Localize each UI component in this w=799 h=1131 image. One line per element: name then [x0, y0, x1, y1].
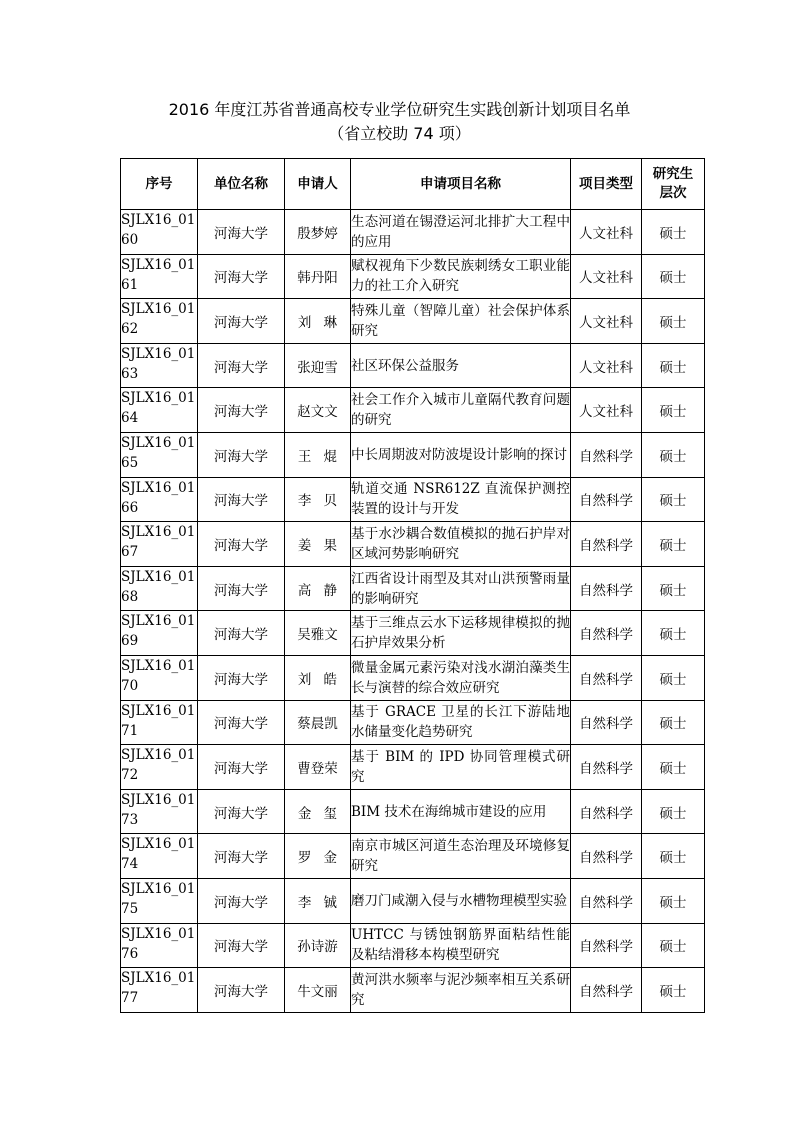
- cell-type: 自然科学: [571, 522, 642, 567]
- cell-type: 人文社科: [571, 254, 642, 299]
- cell-level: 硕士: [642, 968, 705, 1013]
- cell-level: 硕士: [642, 210, 705, 255]
- cell-no: SJLX16_0169: [121, 611, 198, 656]
- cell-no: SJLX16_0174: [121, 834, 198, 879]
- cell-no: SJLX16_0170: [121, 655, 198, 700]
- cell-unit: 河海大学: [198, 522, 285, 567]
- cell-no: SJLX16_0173: [121, 789, 198, 834]
- table-row: [121, 210, 705, 255]
- cell-unit: 河海大学: [198, 611, 285, 656]
- cell-project: 微量金属元素污染对浅水湖泊藻类生长与演替的综合效应研究: [351, 655, 571, 700]
- cell-project: 生态河道在锡澄运河北排扩大工程中的应用: [351, 210, 571, 255]
- cell-type: 自然科学: [571, 432, 642, 477]
- cell-project: 南京市城区河道生态治理及环境修复研究: [351, 834, 571, 879]
- cell-level: 硕士: [642, 522, 705, 567]
- cell-applicant: 吴雅文: [285, 611, 351, 656]
- cell-project: 磨刀门咸潮入侵与水槽物理模型实验: [351, 878, 571, 923]
- cell-applicant: 曹登荣: [285, 745, 351, 790]
- cell-project: UHTCC 与锈蚀钢筋界面粘结性能及粘结滑移本构模型研究: [351, 923, 571, 968]
- cell-type: 人文社科: [571, 210, 642, 255]
- cell-no: SJLX16_0172: [121, 745, 198, 790]
- project-list-table: [120, 158, 705, 1013]
- table-row: [121, 700, 705, 745]
- cell-type: 自然科学: [571, 700, 642, 745]
- header-applicant: 申请人: [285, 159, 351, 210]
- cell-applicant: 李铖: [285, 878, 351, 923]
- cell-applicant: 高静: [285, 566, 351, 611]
- cell-type: 人文社科: [571, 388, 642, 433]
- cell-applicant: 王焜: [285, 432, 351, 477]
- cell-applicant: 张迎雪: [285, 343, 351, 388]
- cell-no: SJLX16_0163: [121, 343, 198, 388]
- cell-type: 自然科学: [571, 923, 642, 968]
- cell-applicant: 金玺: [285, 789, 351, 834]
- cell-applicant: 刘皓: [285, 655, 351, 700]
- table-row: [121, 254, 705, 299]
- table-row: [121, 566, 705, 611]
- cell-applicant: 孙诗游: [285, 923, 351, 968]
- cell-unit: 河海大学: [198, 254, 285, 299]
- cell-type: 自然科学: [571, 968, 642, 1013]
- cell-level: 硕士: [642, 655, 705, 700]
- cell-project: 特殊儿童（智障儿童）社会保护体系研究: [351, 299, 571, 344]
- cell-no: SJLX16_0168: [121, 566, 198, 611]
- header-unit: 单位名称: [198, 159, 285, 210]
- cell-unit: 河海大学: [198, 210, 285, 255]
- cell-level: 硕士: [642, 477, 705, 522]
- cell-applicant: 殷梦婷: [285, 210, 351, 255]
- cell-project: 社区环保公益服务: [351, 343, 571, 388]
- cell-applicant: 韩丹阳: [285, 254, 351, 299]
- cell-level: 硕士: [642, 745, 705, 790]
- document-title: 2016 年度江苏省普通高校专业学位研究生实践创新计划项目名单: [168, 100, 631, 119]
- cell-project: 基于三维点云水下运移规律模拟的抛石护岸效果分析: [351, 611, 571, 656]
- cell-unit: 河海大学: [198, 789, 285, 834]
- cell-unit: 河海大学: [198, 477, 285, 522]
- cell-level: 硕士: [642, 343, 705, 388]
- cell-unit: 河海大学: [198, 878, 285, 923]
- cell-project: 基于 GRACE 卫星的长江下游陆地水储量变化趋势研究: [351, 700, 571, 745]
- cell-unit: 河海大学: [198, 343, 285, 388]
- cell-type: 自然科学: [571, 566, 642, 611]
- cell-applicant: 姜果: [285, 522, 351, 567]
- cell-unit: 河海大学: [198, 968, 285, 1013]
- cell-project: 赋权视角下少数民族刺绣女工职业能力的社工介入研究: [351, 254, 571, 299]
- table-row: [121, 745, 705, 790]
- cell-level: 硕士: [642, 254, 705, 299]
- cell-level: 硕士: [642, 923, 705, 968]
- table-body: [121, 210, 705, 1013]
- cell-type: 自然科学: [571, 745, 642, 790]
- header-level: [642, 159, 705, 210]
- table-row: [121, 388, 705, 433]
- cell-type: 人文社科: [571, 343, 642, 388]
- cell-level: 硕士: [642, 388, 705, 433]
- table-header: [121, 159, 705, 210]
- cell-project: 轨道交通 NSR612Z 直流保护测控装置的设计与开发: [351, 477, 571, 522]
- cell-no: SJLX16_0175: [121, 878, 198, 923]
- cell-applicant: 赵文文: [285, 388, 351, 433]
- cell-unit: 河海大学: [198, 388, 285, 433]
- cell-unit: 河海大学: [198, 834, 285, 879]
- cell-level: 硕士: [642, 700, 705, 745]
- cell-type: 自然科学: [571, 655, 642, 700]
- cell-level: 硕士: [642, 878, 705, 923]
- cell-no: SJLX16_0176: [121, 923, 198, 968]
- cell-level: 硕士: [642, 566, 705, 611]
- header-level-line2: 层次: [659, 185, 687, 201]
- table-row: [121, 923, 705, 968]
- cell-type: 自然科学: [571, 611, 642, 656]
- cell-type: 自然科学: [571, 789, 642, 834]
- cell-no: SJLX16_0162: [121, 299, 198, 344]
- header-level-line1: 研究生: [652, 166, 694, 182]
- cell-type: 自然科学: [571, 477, 642, 522]
- cell-unit: 河海大学: [198, 700, 285, 745]
- cell-no: SJLX16_0164: [121, 388, 198, 433]
- table-row: [121, 299, 705, 344]
- table-row: [121, 432, 705, 477]
- cell-applicant: 蔡晨凯: [285, 700, 351, 745]
- cell-applicant: 牛文丽: [285, 968, 351, 1013]
- cell-project: 黄河洪水频率与泥沙频率相互关系研究: [351, 968, 571, 1013]
- cell-no: SJLX16_0161: [121, 254, 198, 299]
- cell-unit: 河海大学: [198, 655, 285, 700]
- cell-project: 基于水沙耦合数值模拟的抛石护岸对区域河势影响研究: [351, 522, 571, 567]
- cell-project: 基于 BIM 的 IPD 协同管理模式研究: [351, 745, 571, 790]
- cell-project: BIM 技术在海绵城市建设的应用: [351, 789, 571, 834]
- cell-unit: 河海大学: [198, 745, 285, 790]
- table-row: [121, 834, 705, 879]
- cell-no: SJLX16_0166: [121, 477, 198, 522]
- cell-level: 硕士: [642, 611, 705, 656]
- table-row: [121, 655, 705, 700]
- table-row: [121, 611, 705, 656]
- cell-level: 硕士: [642, 299, 705, 344]
- cell-unit: 河海大学: [198, 432, 285, 477]
- cell-no: SJLX16_0160: [121, 210, 198, 255]
- cell-project: 江西省设计雨型及其对山洪预警雨量的影响研究: [351, 566, 571, 611]
- cell-no: SJLX16_0177: [121, 968, 198, 1013]
- cell-project: 中长周期波对防波堤设计影响的探讨: [351, 432, 571, 477]
- cell-applicant: 李贝: [285, 477, 351, 522]
- document-subtitle: （省立校助 74 项）: [328, 124, 471, 143]
- cell-applicant: 刘琳: [285, 299, 351, 344]
- cell-unit: 河海大学: [198, 299, 285, 344]
- cell-no: SJLX16_0165: [121, 432, 198, 477]
- cell-unit: 河海大学: [198, 566, 285, 611]
- cell-type: 自然科学: [571, 834, 642, 879]
- table-row: [121, 343, 705, 388]
- cell-type: 自然科学: [571, 878, 642, 923]
- cell-level: 硕士: [642, 432, 705, 477]
- cell-type: 人文社科: [571, 299, 642, 344]
- table-row: [121, 878, 705, 923]
- cell-no: SJLX16_0171: [121, 700, 198, 745]
- table-row: [121, 477, 705, 522]
- cell-level: 硕士: [642, 834, 705, 879]
- cell-applicant: 罗金: [285, 834, 351, 879]
- header-project: 申请项目名称: [351, 159, 571, 210]
- cell-no: SJLX16_0167: [121, 522, 198, 567]
- table-row: [121, 522, 705, 567]
- header-type: 项目类型: [571, 159, 642, 210]
- header-no: 序号: [121, 159, 198, 210]
- table-row: [121, 968, 705, 1013]
- cell-unit: 河海大学: [198, 923, 285, 968]
- cell-project: 社会工作介入城市儿童隔代教育问题的研究: [351, 388, 571, 433]
- table-row: [121, 789, 705, 834]
- cell-level: 硕士: [642, 789, 705, 834]
